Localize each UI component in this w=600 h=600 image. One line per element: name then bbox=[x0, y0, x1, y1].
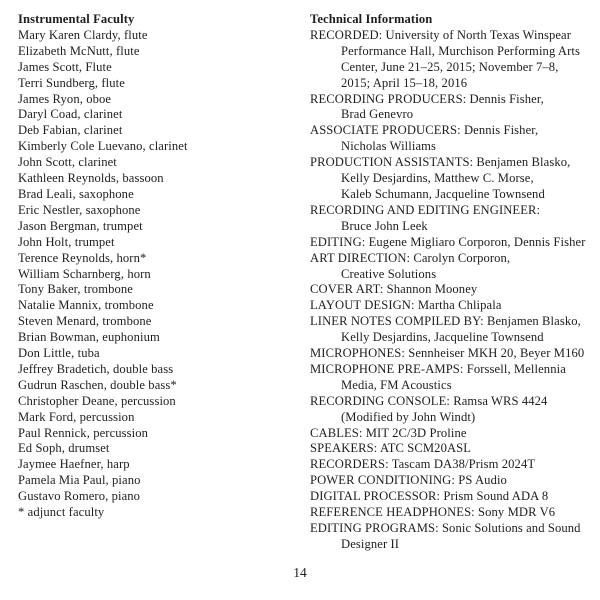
tech-entry-first-line: MICROPHONES: Sennheiser MKH 20, Beyer M160 bbox=[310, 346, 585, 361]
tech-entry bbox=[310, 314, 598, 346]
tech-entry-first-line: CABLES: MIT 2C/3D Proline bbox=[310, 425, 467, 440]
tech-entry-first-line: MICROPHONE PRE-AMPS: Forssell, Mellennia bbox=[310, 361, 566, 376]
list-item: Christopher Deane, percussion bbox=[18, 393, 176, 408]
tech-entry bbox=[310, 28, 598, 92]
list-item: Deb Fabian, clarinet bbox=[18, 123, 123, 138]
tech-entry bbox=[310, 235, 598, 251]
tech-entry-first-line: PRODUCTION ASSISTANTS: Benjamen Blasko, bbox=[310, 155, 571, 170]
tech-entry-first-line: RECORDING CONSOLE: Ramsa WRS 4424 bbox=[310, 393, 548, 408]
tech-entry-first-line: ASSOCIATE PRODUCERS: Dennis Fisher, bbox=[310, 123, 539, 138]
tech-entry bbox=[310, 426, 598, 442]
list-item: Terri Sundberg, flute bbox=[18, 75, 125, 90]
list-item: Steven Menard, trombone bbox=[18, 314, 152, 329]
list-item: Brad Leali, saxophone bbox=[18, 186, 134, 201]
tech-entry bbox=[310, 203, 598, 235]
tech-entry-continuation-line: Performance Hall, Murchison Performing Arts bbox=[341, 43, 580, 58]
list-item: Brian Bowman, euphonium bbox=[18, 330, 160, 345]
tech-entry-first-line: DIGITAL PROCESSOR: Prism Sound ADA 8 bbox=[310, 489, 549, 504]
tech-entry bbox=[310, 92, 598, 124]
tech-entry-continuation-line: Nicholas Williams bbox=[341, 139, 437, 154]
tech-entry-first-line: LINER NOTES COMPILED BY: Benjamen Blasko, bbox=[310, 314, 581, 329]
tech-entry-first-line: REFERENCE HEADPHONES: Sony MDR V6 bbox=[310, 505, 556, 520]
tech-entry-continuation-line: Brad Genevro bbox=[341, 107, 414, 122]
tech-entry-continuation-line: (Modified by John Windt) bbox=[341, 409, 476, 424]
instrumental-faculty-heading: Instrumental Faculty bbox=[18, 12, 135, 26]
list-item: Gudrun Raschen, double bass* bbox=[18, 377, 177, 392]
list-item: James Ryon, oboe bbox=[18, 91, 112, 106]
tech-entry bbox=[310, 521, 598, 553]
tech-entry-continuation-line: Creative Solutions bbox=[341, 266, 437, 281]
tech-entry-first-line: EDITING PROGRAMS: Sonic Solutions and Sound bbox=[310, 521, 581, 535]
tech-entry-first-line: RECORDED: University of North Texas Winspear bbox=[310, 27, 572, 42]
technical-information-heading: Technical Information bbox=[310, 12, 433, 26]
tech-entry-continuation-line: Kaleb Schumann, Jacqueline Townsend bbox=[341, 186, 545, 201]
tech-entry-first-line: ART DIRECTION: Carolyn Corporon, bbox=[310, 250, 511, 265]
list-item: Natalie Mannix, trombone bbox=[18, 298, 154, 313]
technical-entries-list bbox=[310, 28, 598, 553]
list-item: Eric Nestler, saxophone bbox=[18, 202, 141, 217]
tech-entry-continuation-line: 2015; April 15–18, 2016 bbox=[341, 75, 468, 90]
tech-entry bbox=[310, 123, 598, 155]
tech-entry-first-line: RECORDING AND EDITING ENGINEER: bbox=[310, 202, 541, 217]
tech-entry-continuation-line: Designer II bbox=[341, 536, 400, 551]
tech-entry bbox=[310, 473, 598, 489]
instrumental-faculty-column bbox=[18, 12, 302, 521]
list-item: Don Little, tuba bbox=[18, 346, 100, 361]
tech-entry-continuation-line: Kelly Desjardins, Matthew C. Morse, bbox=[341, 171, 534, 186]
tech-entry-continuation-line: Bruce John Leek bbox=[341, 218, 428, 233]
tech-entry-continuation-line: Media, FM Acoustics bbox=[341, 377, 452, 392]
tech-entry-continuation-line: Kelly Desjardins, Jacqueline Townsend bbox=[341, 330, 544, 345]
tech-entry bbox=[310, 282, 598, 298]
tech-entry bbox=[310, 505, 598, 521]
faculty-list bbox=[18, 28, 302, 505]
list-item: Paul Rennick, percussion bbox=[18, 425, 149, 440]
list-item: Ed Soph, drumset bbox=[18, 441, 110, 456]
tech-entry-first-line: SPEAKERS: ATC SCM20ASL bbox=[310, 441, 472, 456]
tech-entry-continuation-line: Center, June 21–25, 2015; November 7–8, bbox=[341, 59, 559, 74]
page-number: 14 bbox=[293, 565, 307, 580]
list-item: William Scharnberg, horn bbox=[18, 266, 151, 281]
list-item: Gustavo Romero, piano bbox=[18, 489, 141, 504]
list-item: Jaymee Haefner, harp bbox=[18, 457, 130, 472]
tech-entry-first-line: POWER CONDITIONING: PS Audio bbox=[310, 473, 507, 488]
list-item: Tony Baker, trombone bbox=[18, 282, 133, 297]
tech-entry-first-line: LAYOUT DESIGN: Martha Chlipala bbox=[310, 298, 502, 313]
list-item: James Scott, Flute bbox=[18, 59, 112, 74]
tech-entry-first-line: RECORDING PRODUCERS: Dennis Fisher, bbox=[310, 91, 544, 106]
tech-entry bbox=[310, 298, 598, 314]
tech-entry bbox=[310, 489, 598, 505]
list-item: Pamela Mia Paul, piano bbox=[18, 473, 141, 488]
tech-entry bbox=[310, 362, 598, 394]
list-item: Jeffrey Bradetich, double bass bbox=[18, 361, 174, 376]
tech-entry-first-line: RECORDERS: Tascam DA38/Prism 2024T bbox=[310, 457, 536, 472]
list-item: Kimberly Cole Luevano, clarinet bbox=[18, 139, 188, 154]
list-item: Jason Bergman, trumpet bbox=[18, 218, 143, 233]
list-item: Terence Reynolds, horn* bbox=[18, 250, 147, 265]
technical-information-column bbox=[310, 12, 598, 553]
tech-entry bbox=[310, 251, 598, 283]
tech-entry-first-line: COVER ART: Shannon Mooney bbox=[310, 282, 478, 297]
tech-entry bbox=[310, 457, 598, 473]
list-item: Mary Karen Clardy, flute bbox=[18, 27, 148, 42]
list-item: John Scott, clarinet bbox=[18, 155, 117, 170]
list-item: Mark Ford, percussion bbox=[18, 409, 135, 424]
list-item: Daryl Coad, clarinet bbox=[18, 107, 123, 122]
tech-entry-first-line: EDITING: Eugene Migliaro Corporon, Dennis Fisher bbox=[310, 234, 586, 249]
tech-entry bbox=[310, 441, 598, 457]
tech-entry bbox=[310, 394, 598, 426]
tech-entry bbox=[310, 155, 598, 203]
tech-entry bbox=[310, 346, 598, 362]
list-item: John Holt, trumpet bbox=[18, 234, 115, 249]
list-item: Kathleen Reynolds, bassoon bbox=[18, 171, 164, 186]
list-item: Elizabeth McNutt, flute bbox=[18, 43, 140, 58]
adjunct-faculty-footnote: * adjunct faculty bbox=[18, 505, 105, 520]
